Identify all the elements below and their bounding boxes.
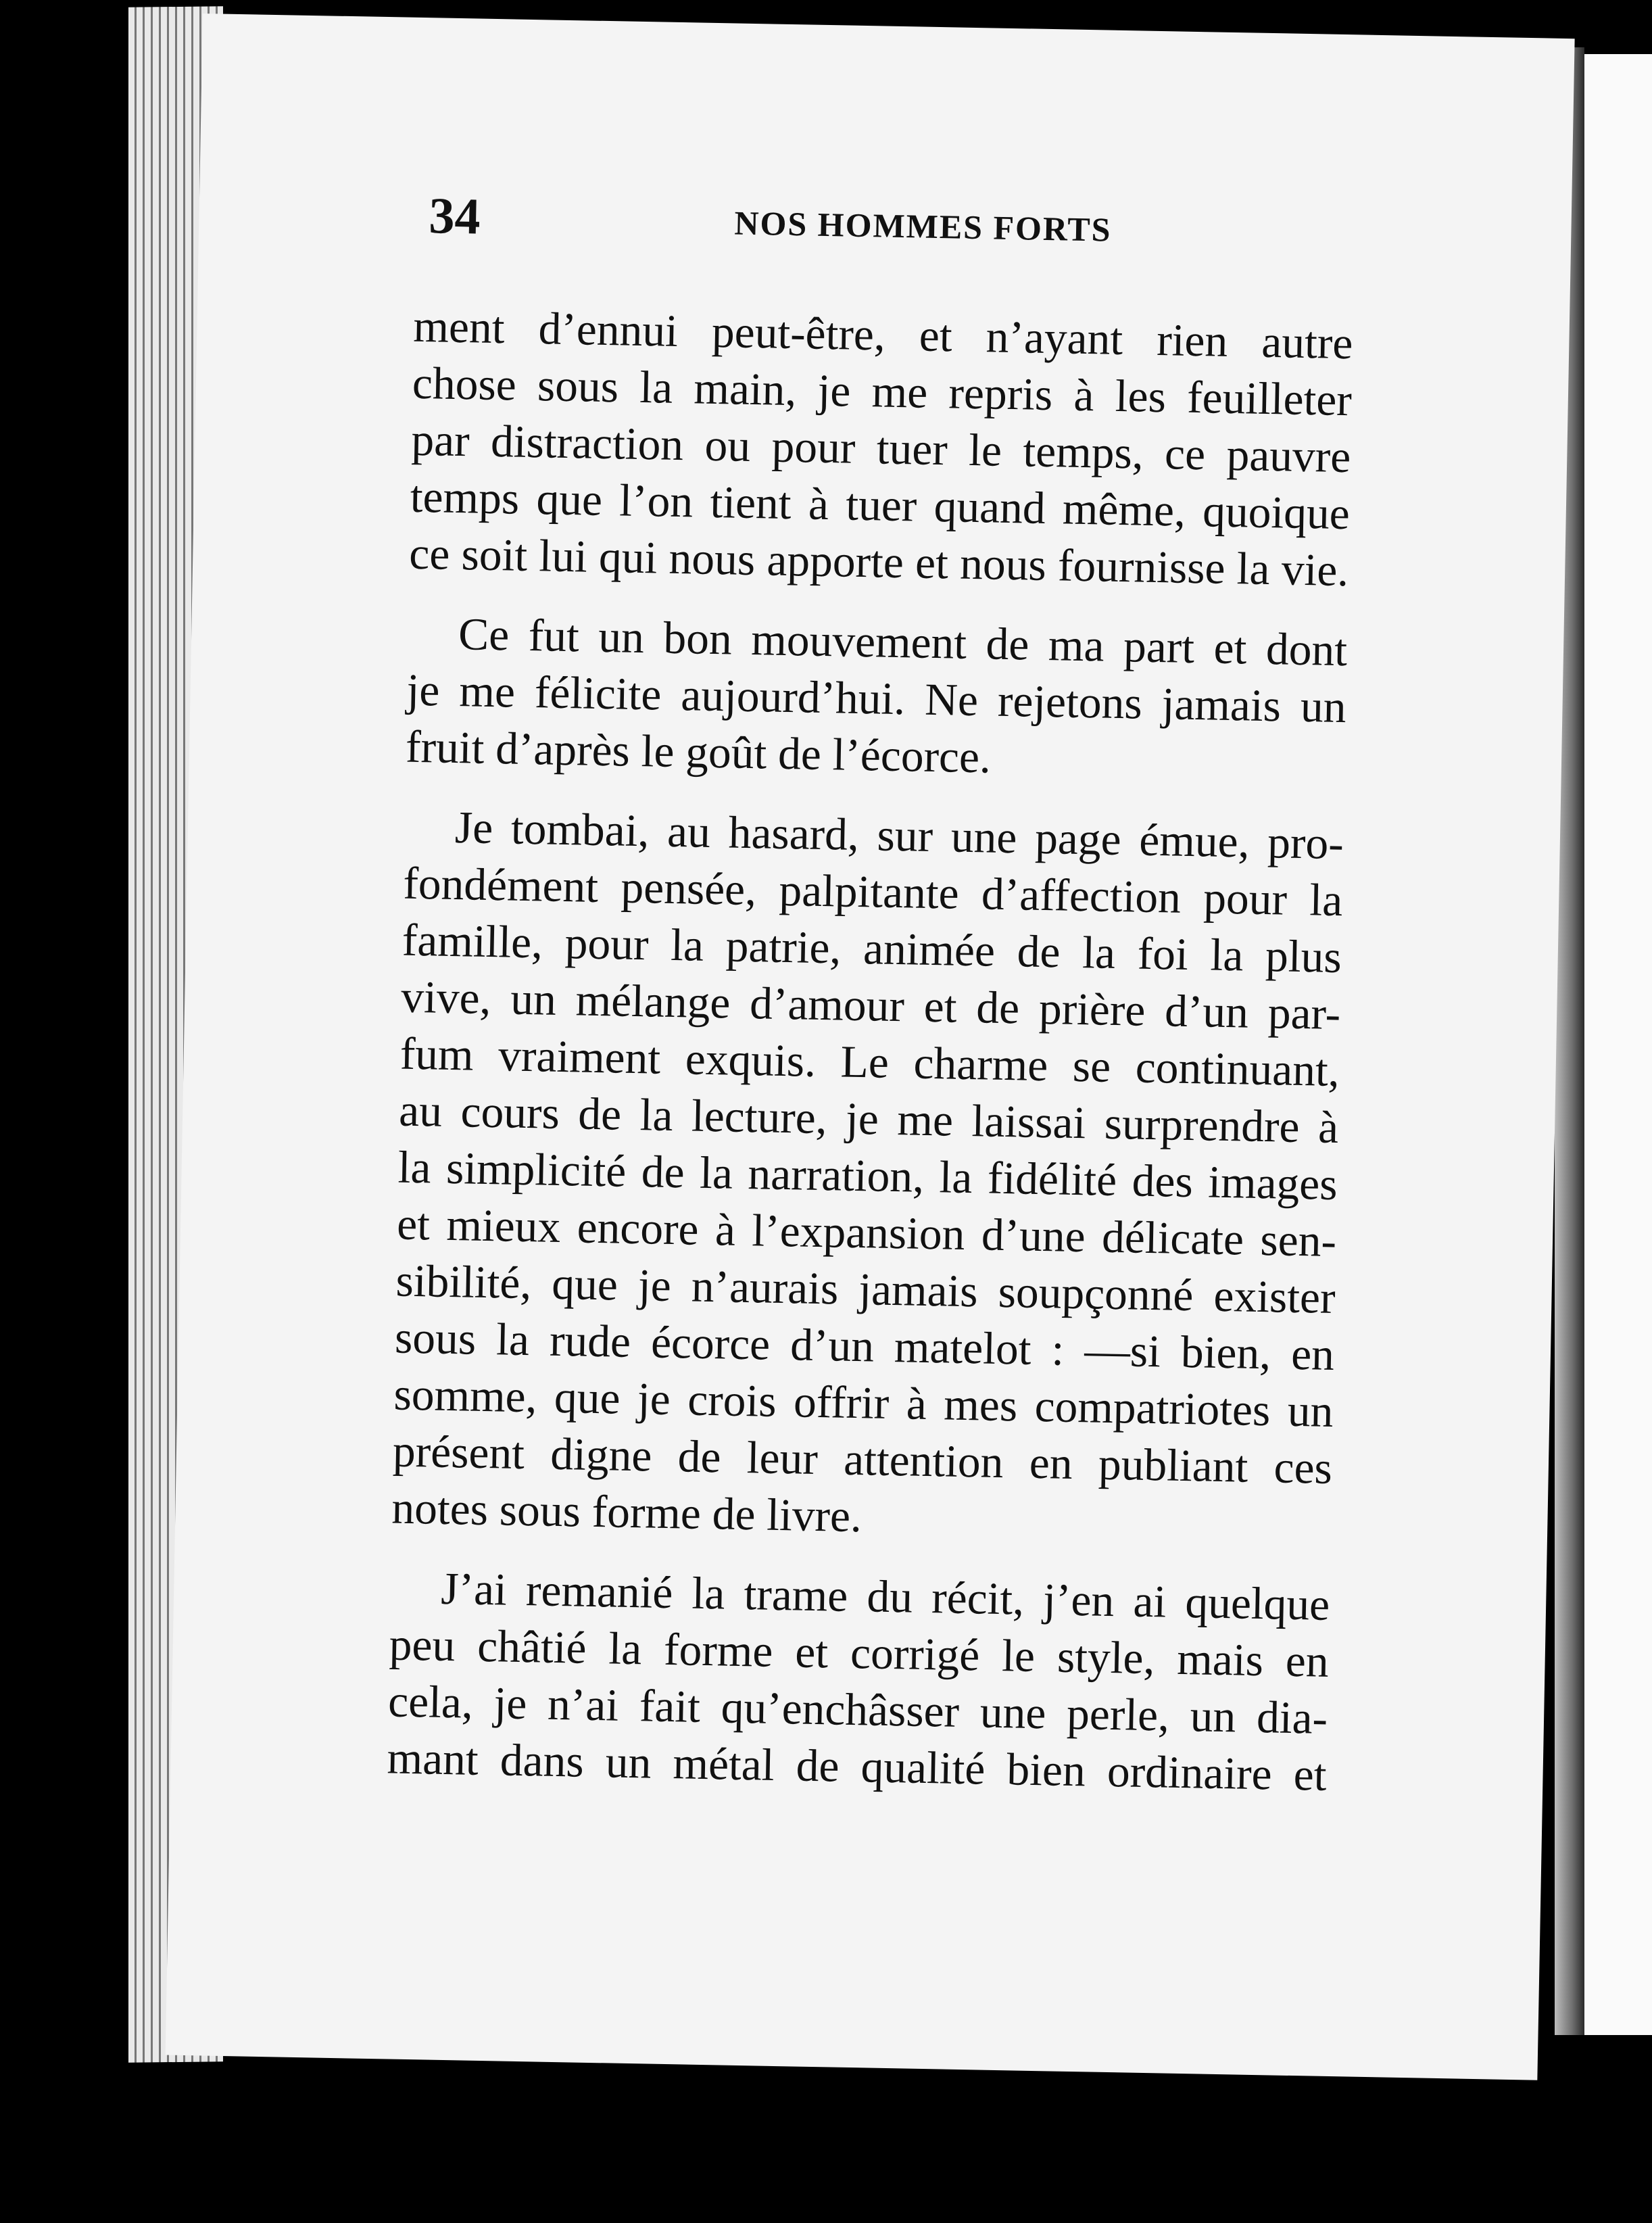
- text-line: chose sous la main, je me repris à les feuilleter: [412, 357, 1353, 426]
- text-line: cela, je n’ai fait qu’enchâsser une perle, un dia-: [387, 1675, 1328, 1744]
- text-line: vive, un mélange d’amour et de prière d’un par-: [400, 971, 1341, 1040]
- text-line: J’ai remanié la trame du récit, j’en ai quelque: [440, 1562, 1330, 1630]
- running-title: NOS HOMMES FORTS: [733, 204, 1112, 249]
- text-line: fondément pensée, palpitante d’affection pour la: [402, 857, 1343, 926]
- text-line: ment d’ennui peut-être, et n’ayant rien autre: [412, 300, 1354, 369]
- body-text: [387, 298, 1353, 1804]
- text-line: et mieux encore à l’expansion d’une délicate sen-: [396, 1198, 1337, 1267]
- text-line: fruit d’après le goût de l’écorce.: [405, 721, 992, 783]
- text-line: famille, pour la patrie, animée de la foi la plus: [402, 914, 1342, 983]
- text-line: mant dans un métal de qualité bien ordinaire et: [387, 1732, 1328, 1800]
- text-line: peu châtié la forme et corrigé le style, mais en: [389, 1619, 1330, 1687]
- facing-page-edge: [1584, 54, 1652, 2035]
- page-number: 34: [428, 187, 481, 245]
- text-line: sous la rude écorce d’un matelot : —si bien, en: [394, 1312, 1335, 1381]
- text-line: au cours de la lecture, je me laissai surprendre à: [398, 1084, 1339, 1153]
- text-line: fum vraiment exquis. Le charme se continuant,: [399, 1028, 1340, 1097]
- text-line: temps que l’on tient à tuer quand même, quoique: [410, 471, 1351, 540]
- book-page: [166, 14, 1575, 2080]
- text-line: présent digne de leur attention en publiant ces: [392, 1425, 1333, 1493]
- text-line: par distraction ou pour tuer le temps, ce pauvre: [410, 414, 1351, 483]
- page-header: [429, 187, 1369, 264]
- text-line: la simplicité de la narration, la fidélité des images: [397, 1141, 1338, 1210]
- text-line: je me félicite aujourd’hui. Ne rejetons jamais un: [406, 664, 1347, 733]
- text-line: sibilité, que je n’aurais jamais soupçonné exister: [395, 1255, 1336, 1324]
- text-line: ce soit lui qui nous apporte et nous fournisse la vie.: [408, 527, 1349, 596]
- text-line: Ce fut un bon mouvement de ma part et dont: [458, 608, 1348, 676]
- text-line: somme, que je crois offrir à mes compatriotes un: [393, 1368, 1334, 1437]
- text-line: Je tombai, au hasard, sur une page émue, pro-: [454, 802, 1344, 869]
- text-line: notes sous forme de livre.: [391, 1482, 863, 1542]
